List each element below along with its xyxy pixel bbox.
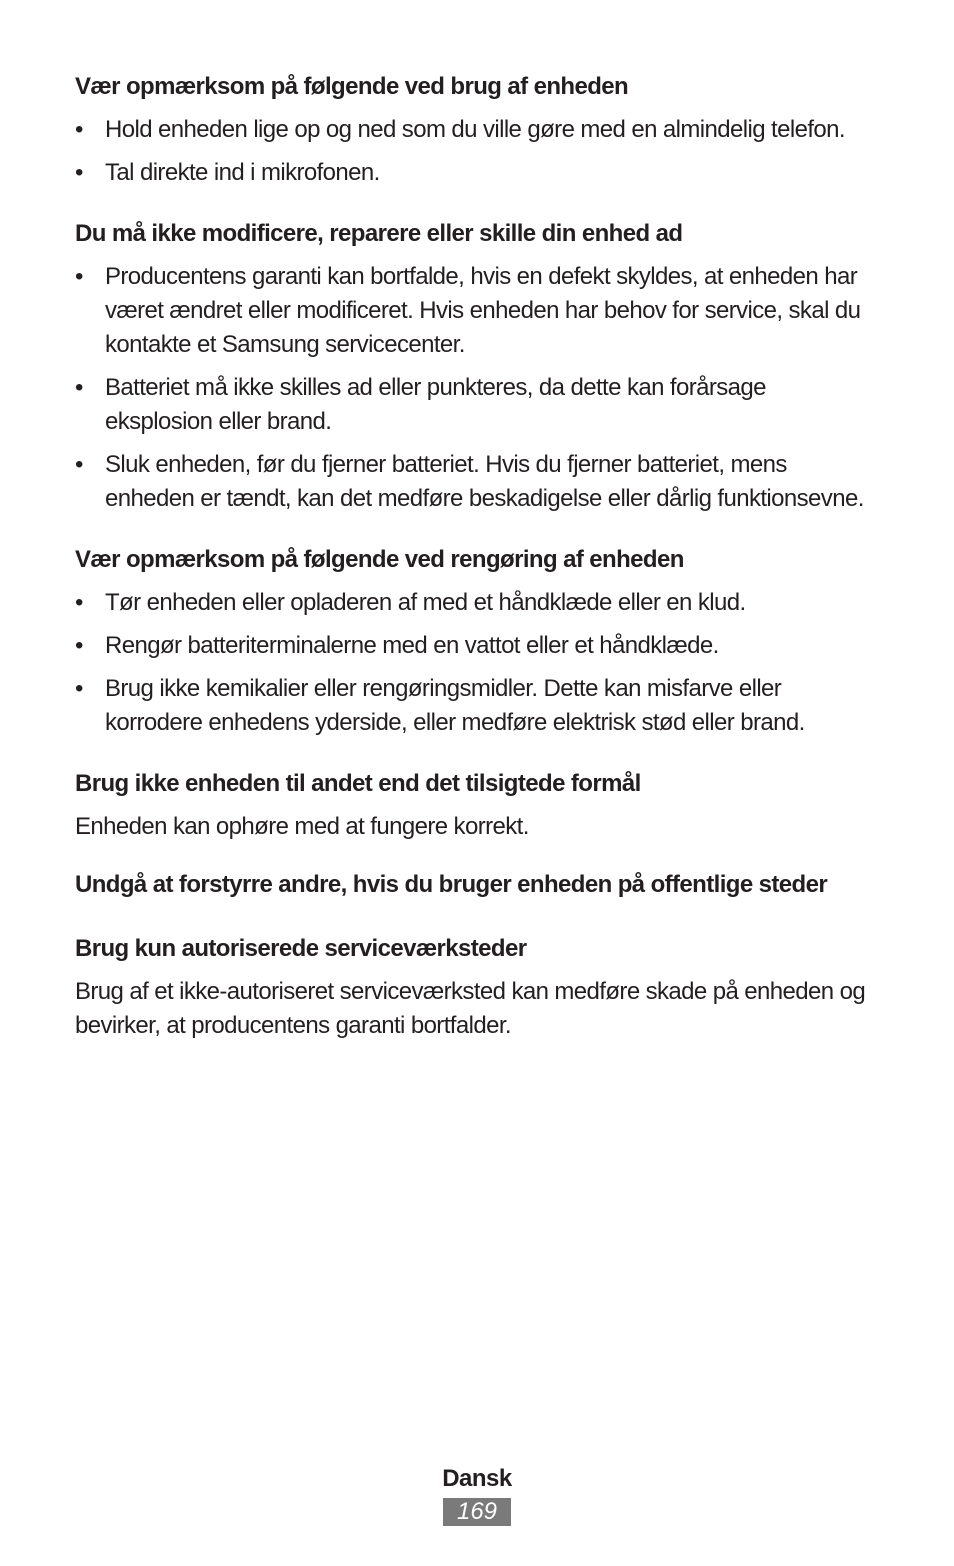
- document-page: [75, 70, 875, 1043]
- bullet-list: [75, 586, 875, 740]
- section-body: Enheden kan ophøre med at fungere korrekt.: [75, 813, 529, 840]
- footer-language: Dansk: [442, 1465, 512, 1492]
- list-item-text: Rengør batteriterminalerne med en vattot eller et håndklæde.: [105, 632, 719, 659]
- section-heading: Undgå at forstyrre andre, hvis du bruger enheden på offentlige steder: [75, 871, 828, 898]
- bullet-marker: •: [75, 632, 83, 659]
- bullet-marker: •: [75, 675, 83, 702]
- bullet-list: [75, 260, 875, 516]
- section-heading: Vær opmærksom på følgende ved rengøring af enheden: [75, 546, 684, 573]
- list-item: [75, 113, 875, 147]
- list-item-text: Sluk enheden, før du fjerner batteriet. Hvis du fjerner batteriet, mens enheden er tændt, kan det medføre beskadigelse eller dårlig funktionsevne.: [105, 451, 864, 512]
- section-cleaning: [75, 543, 875, 740]
- list-item-text: Hold enheden lige op og ned som du ville gøre med en almindelig telefon.: [105, 116, 845, 143]
- section-heading: Vær opmærksom på følgende ved brug af enheden: [75, 73, 629, 100]
- bullet-marker: •: [75, 451, 83, 478]
- bullet-list: [75, 113, 875, 190]
- bullet-marker: •: [75, 263, 83, 290]
- list-item-text: Brug ikke kemikalier eller rengøringsmidler. Dette kan misfarve eller korrodere enhedens yderside, eller medføre elektrisk stød eller brand.: [105, 675, 805, 736]
- section-use: [75, 70, 875, 190]
- section-intended-use: [75, 767, 875, 844]
- list-item-text: Batteriet må ikke skilles ad eller punkteres, da dette kan forårsage eksplosion eller brand.: [105, 374, 766, 435]
- list-item: [75, 672, 875, 740]
- list-item: [75, 448, 875, 516]
- list-item-text: Tør enheden eller opladeren af med et håndklæde eller en klud.: [105, 589, 746, 616]
- page-number: 169: [443, 1498, 511, 1526]
- list-item: [75, 629, 875, 663]
- bullet-marker: •: [75, 116, 83, 143]
- section-heading: Du må ikke modificere, reparere eller skille din enhed ad: [75, 220, 683, 247]
- section-authorized-service: [75, 932, 875, 1043]
- bullet-marker: •: [75, 374, 83, 401]
- list-item-text: Tal direkte ind i mikrofonen.: [105, 159, 380, 186]
- section-public-places: [75, 868, 875, 902]
- section-body: Brug af et ikke-autoriseret serviceværksted kan medføre skade på enheden og bevirker, at producentens garanti bortfalder.: [75, 978, 866, 1039]
- page-footer: [0, 1462, 954, 1526]
- section-heading: Brug ikke enheden til andet end det tilsigtede formål: [75, 770, 641, 797]
- list-item: [75, 586, 875, 620]
- list-item: [75, 156, 875, 190]
- list-item-text: Producentens garanti kan bortfalde, hvis en defekt skyldes, at enheden har været ændret eller modificeret. Hvis enheden har behov for service, skal du kontakte et Samsung servicecenter.: [105, 263, 861, 358]
- list-item: [75, 260, 875, 362]
- list-item: [75, 371, 875, 439]
- section-heading: Brug kun autoriserede serviceværksteder: [75, 935, 527, 962]
- section-modify: [75, 217, 875, 516]
- bullet-marker: •: [75, 159, 83, 186]
- bullet-marker: •: [75, 589, 83, 616]
